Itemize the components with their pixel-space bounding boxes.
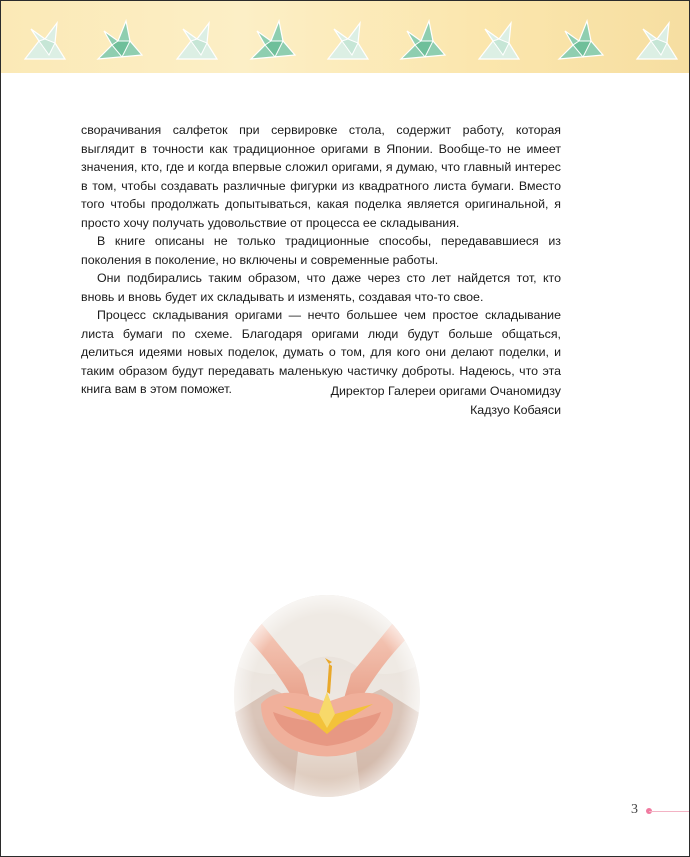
crane-icon: [328, 23, 368, 59]
signature: [261, 382, 561, 420]
body-text: [81, 121, 561, 399]
crane-icon: [251, 21, 295, 59]
crane-banner: [1, 1, 689, 73]
crane-icon: [177, 23, 217, 59]
signature-name: Кадзуо Кобаяси: [470, 403, 561, 417]
page-number: 3: [631, 802, 638, 817]
hands-with-crane-photo: [233, 594, 421, 799]
crane-icon: [25, 23, 65, 59]
crane-icon: [401, 21, 445, 59]
paragraph: Они подбирались таким образом, что даже через сто лет найдется тот, кто вновь и вновь будет их складывать и изменять, создавая что-то свое.: [81, 271, 561, 304]
signature-title: Директор Галереи оригами Очаномидзу: [330, 384, 561, 398]
page-marker-line: [649, 811, 689, 812]
paragraph: В книге описаны не только традиционные способы, передававшиеся из поколения в поколение, но включены и современные работы.: [81, 234, 561, 267]
crane-icon: [637, 23, 677, 59]
crane-icon: [98, 21, 142, 59]
crane-icon: [559, 21, 603, 59]
crane-icon: [479, 23, 519, 59]
crane-pattern: [1, 1, 689, 73]
paragraph: сворачивания салфеток при сервировке стола, содержит работу, которая выглядит в точности как традиционное оригами в Японии. Вообще-то не имеет значения, кто, где и когда впервые сложил оригами, я думаю, что главный интерес в том, чтобы создавать различные фигурки из квадратного листа бумаги. Вместо того чтобы продолжать допытываться, какая поделка является оригинальной, я просто хочу получать удовольствие от процесса ее складывания.: [81, 123, 561, 230]
paragraph: Процесс складывания оригами — нечто большее чем простое складывание листа бумаги по схеме. Благодаря оригами люди будут больше общаться, делиться идеями новых поделок, думать о том, для кого они делают поделки, и таким образом будут передавать маленькую частичку доброты. Надеюсь, что эта книга вам в этом поможет.: [81, 308, 561, 396]
